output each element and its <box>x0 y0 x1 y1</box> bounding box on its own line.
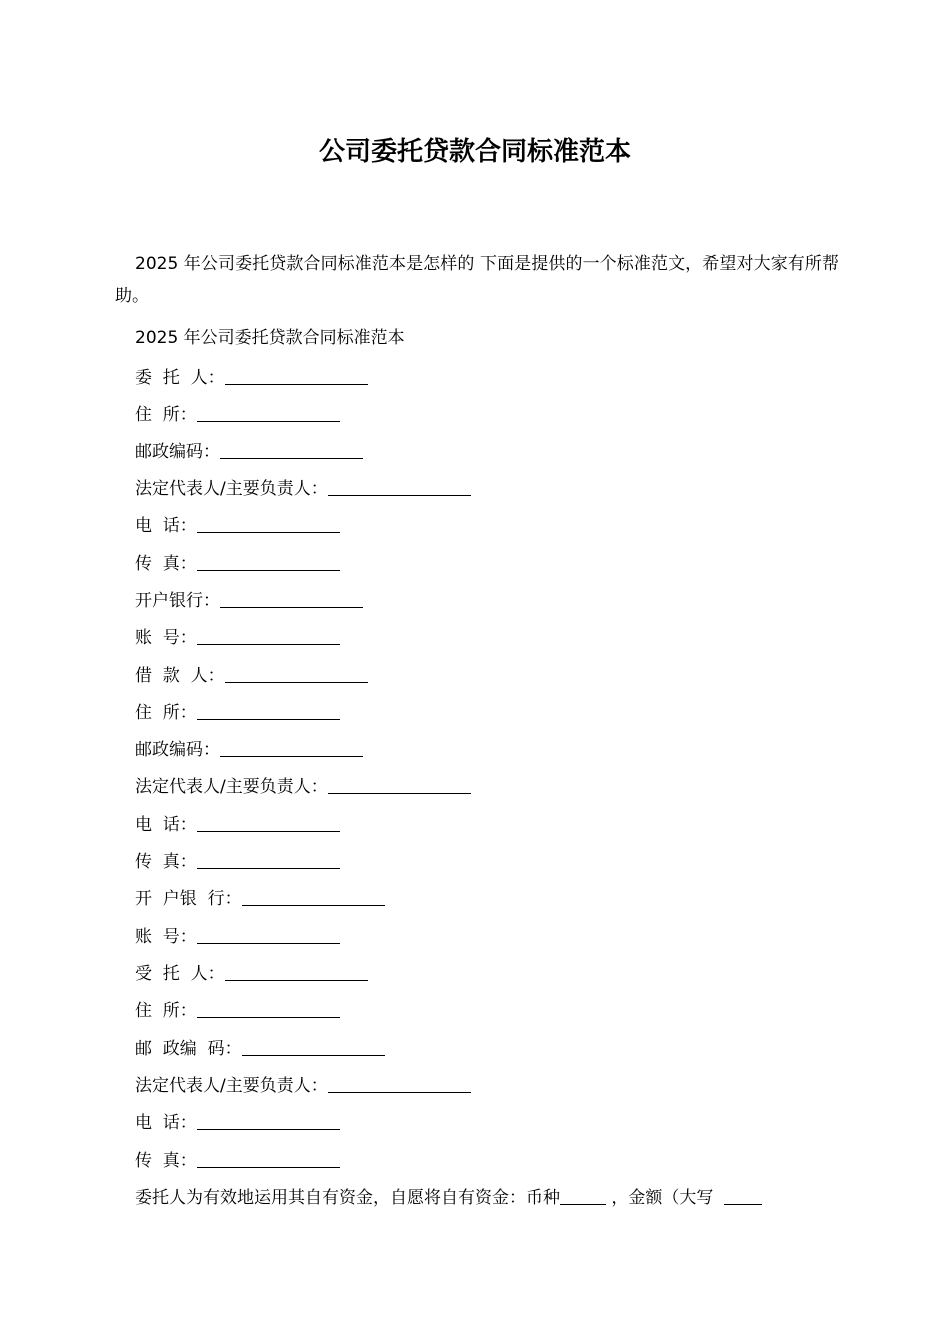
clause-text: ，金额（大写 <box>606 1188 725 1208</box>
field-line <box>135 811 340 837</box>
subtitle-line: 2025 年公司委托贷款合同标准范本 <box>135 328 405 348</box>
currency-blank[interactable] <box>560 1186 606 1205</box>
field-line <box>135 1147 340 1173</box>
fill-blank[interactable] <box>225 664 368 683</box>
clause-text: 委托人为有效地运用其自有资金，自愿将自有资金：币种 <box>135 1188 560 1208</box>
field-line <box>135 364 368 390</box>
field-label: 借 款 人： <box>135 666 225 686</box>
field-line <box>135 401 340 427</box>
field-line <box>135 438 363 464</box>
field-line <box>135 587 363 613</box>
field-line <box>135 699 340 725</box>
fill-blank[interactable] <box>197 1149 340 1168</box>
fill-blank[interactable] <box>197 999 340 1018</box>
fill-blank[interactable] <box>242 887 385 906</box>
fill-blank[interactable] <box>197 552 340 571</box>
fill-blank[interactable] <box>328 1074 471 1093</box>
field-label: 传 真： <box>135 852 197 872</box>
field-label: 邮 政编 码： <box>135 1039 242 1059</box>
field-label: 开户银行： <box>135 591 220 611</box>
fill-blank[interactable] <box>197 626 340 645</box>
field-label: 账 号： <box>135 927 197 947</box>
field-label: 法定代表人/主要负责人： <box>135 1076 328 1096</box>
fill-blank[interactable] <box>197 514 340 533</box>
fill-blank[interactable] <box>197 1111 340 1130</box>
field-label: 住 所： <box>135 1001 197 1021</box>
field-label: 电 话： <box>135 1113 197 1133</box>
field-label: 住 所： <box>135 405 197 425</box>
intro-paragraph: 2025 年公司委托贷款合同标准范本是怎样的 下面是提供的一个标准范文，希望对大家有所帮助。 <box>115 254 839 306</box>
fill-blank[interactable] <box>220 589 363 608</box>
fill-blank[interactable] <box>197 850 340 869</box>
fill-blank[interactable] <box>197 403 340 422</box>
fill-blank[interactable] <box>197 701 340 720</box>
fill-blank[interactable] <box>328 477 471 496</box>
clause-line <box>135 1184 762 1210</box>
field-line <box>135 773 471 799</box>
field-label: 住 所： <box>135 703 197 723</box>
field-line <box>135 1035 385 1061</box>
field-label: 法定代表人/主要负责人： <box>135 777 328 797</box>
fill-blank[interactable] <box>197 813 340 832</box>
fill-blank[interactable] <box>220 440 363 459</box>
field-label: 邮政编码： <box>135 442 220 462</box>
field-line <box>135 550 340 576</box>
amount-blank[interactable] <box>724 1186 762 1205</box>
field-line <box>135 512 340 538</box>
field-line <box>135 997 340 1023</box>
fill-blank[interactable] <box>220 738 363 757</box>
field-label: 账 号： <box>135 628 197 648</box>
field-label: 传 真： <box>135 554 197 574</box>
field-label: 委 托 人： <box>135 368 225 388</box>
fill-blank[interactable] <box>225 962 368 981</box>
fill-blank[interactable] <box>197 925 340 944</box>
field-line <box>135 662 368 688</box>
field-line <box>135 624 340 650</box>
field-label: 邮政编码： <box>135 740 220 760</box>
field-line <box>135 475 471 501</box>
field-line <box>135 1109 340 1135</box>
field-line <box>135 885 385 911</box>
field-label: 传 真： <box>135 1151 197 1171</box>
field-label: 法定代表人/主要负责人： <box>135 479 328 499</box>
document-title: 公司委托贷款合同标准范本 <box>318 137 631 167</box>
field-label: 电 话： <box>135 516 197 536</box>
field-label: 电 话： <box>135 815 197 835</box>
field-line <box>135 960 368 986</box>
field-line <box>135 848 340 874</box>
field-line <box>135 736 363 762</box>
fill-blank[interactable] <box>328 775 471 794</box>
field-line <box>135 1072 471 1098</box>
field-line <box>135 923 340 949</box>
fill-blank[interactable] <box>225 366 368 385</box>
field-label: 开 户银 行： <box>135 889 242 909</box>
field-label: 受 托 人： <box>135 964 225 984</box>
fill-blank[interactable] <box>242 1037 385 1056</box>
